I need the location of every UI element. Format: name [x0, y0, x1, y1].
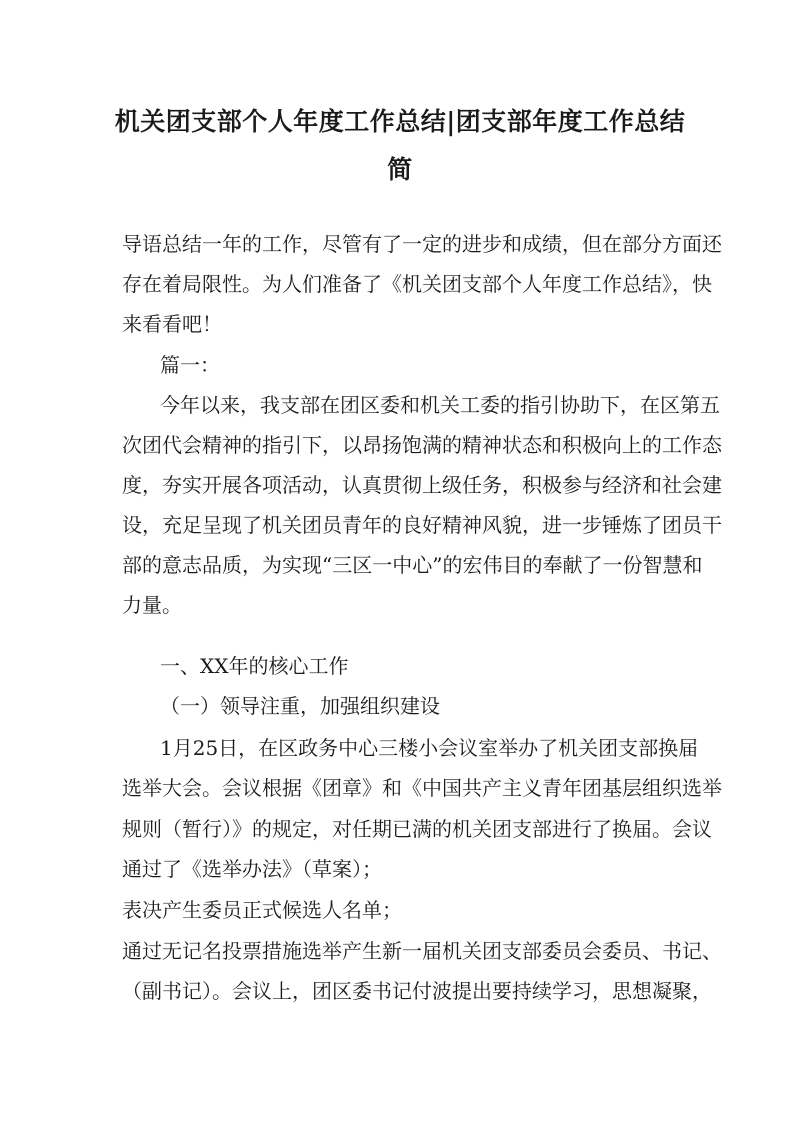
body-line: 表决产生委员正式候选人名单；	[122, 898, 402, 922]
body-line: 来看看吧！	[122, 312, 222, 336]
body-line: 次团代会精神的指引下，以昂扬饱满的精神状态和积极向上的工作态	[122, 433, 722, 457]
document-title	[100, 98, 700, 194]
title-line-2: 简	[387, 155, 413, 184]
body-line: 通过了《选举办法》（草案）；	[122, 857, 382, 881]
section-label: 篇一：	[160, 353, 220, 377]
body-line: 导语总结一年的工作，尽管有了一定的进步和成绩，但在部分方面还	[122, 232, 722, 256]
body-line: 今年以来，我支部在团区委和机关工委的指引协助下，在区第五	[160, 393, 720, 417]
body-line: 力量。	[122, 593, 182, 617]
subsection-heading: （一）领导注重，加强组织建设	[160, 694, 440, 718]
body-line: （副书记）。会议上，团区委书记付波提出要持续学习，思想凝聚，	[122, 979, 712, 1003]
section-heading: 一、XX年的核心工作	[160, 654, 349, 678]
body-line: 1月25日，在区政务中心三楼小会议室举办了机关团支部换届	[160, 736, 699, 760]
body-line: 选举大会。会议根据《团章》和《中国共产主义青年团基层组织选举	[122, 776, 722, 800]
body-line: 设，充足呈现了机关团员青年的良好精神风貌，进一步锤炼了团员干	[122, 513, 722, 537]
body-line: 度，夯实开展各项活动，认真贯彻上级任务，积极参与经济和社会建	[122, 473, 722, 497]
body-line: 规则（暂行）》的规定，对任期已满的机关团支部进行了换届。会议	[122, 817, 712, 841]
title-line-1: 机关团支部个人年度工作总结|团支部年度工作总结	[114, 107, 686, 136]
body-line: 部的意志品质，为实现“三区一中心”的宏伟目的奉献了一份智慧和	[122, 553, 703, 577]
body-line: 通过无记名投票措施选举产生新一届机关团支部委员会委员、书记、	[122, 939, 722, 963]
body-line: 存在着局限性。为人们准备了《机关团支部个人年度工作总结》，快	[122, 272, 712, 296]
